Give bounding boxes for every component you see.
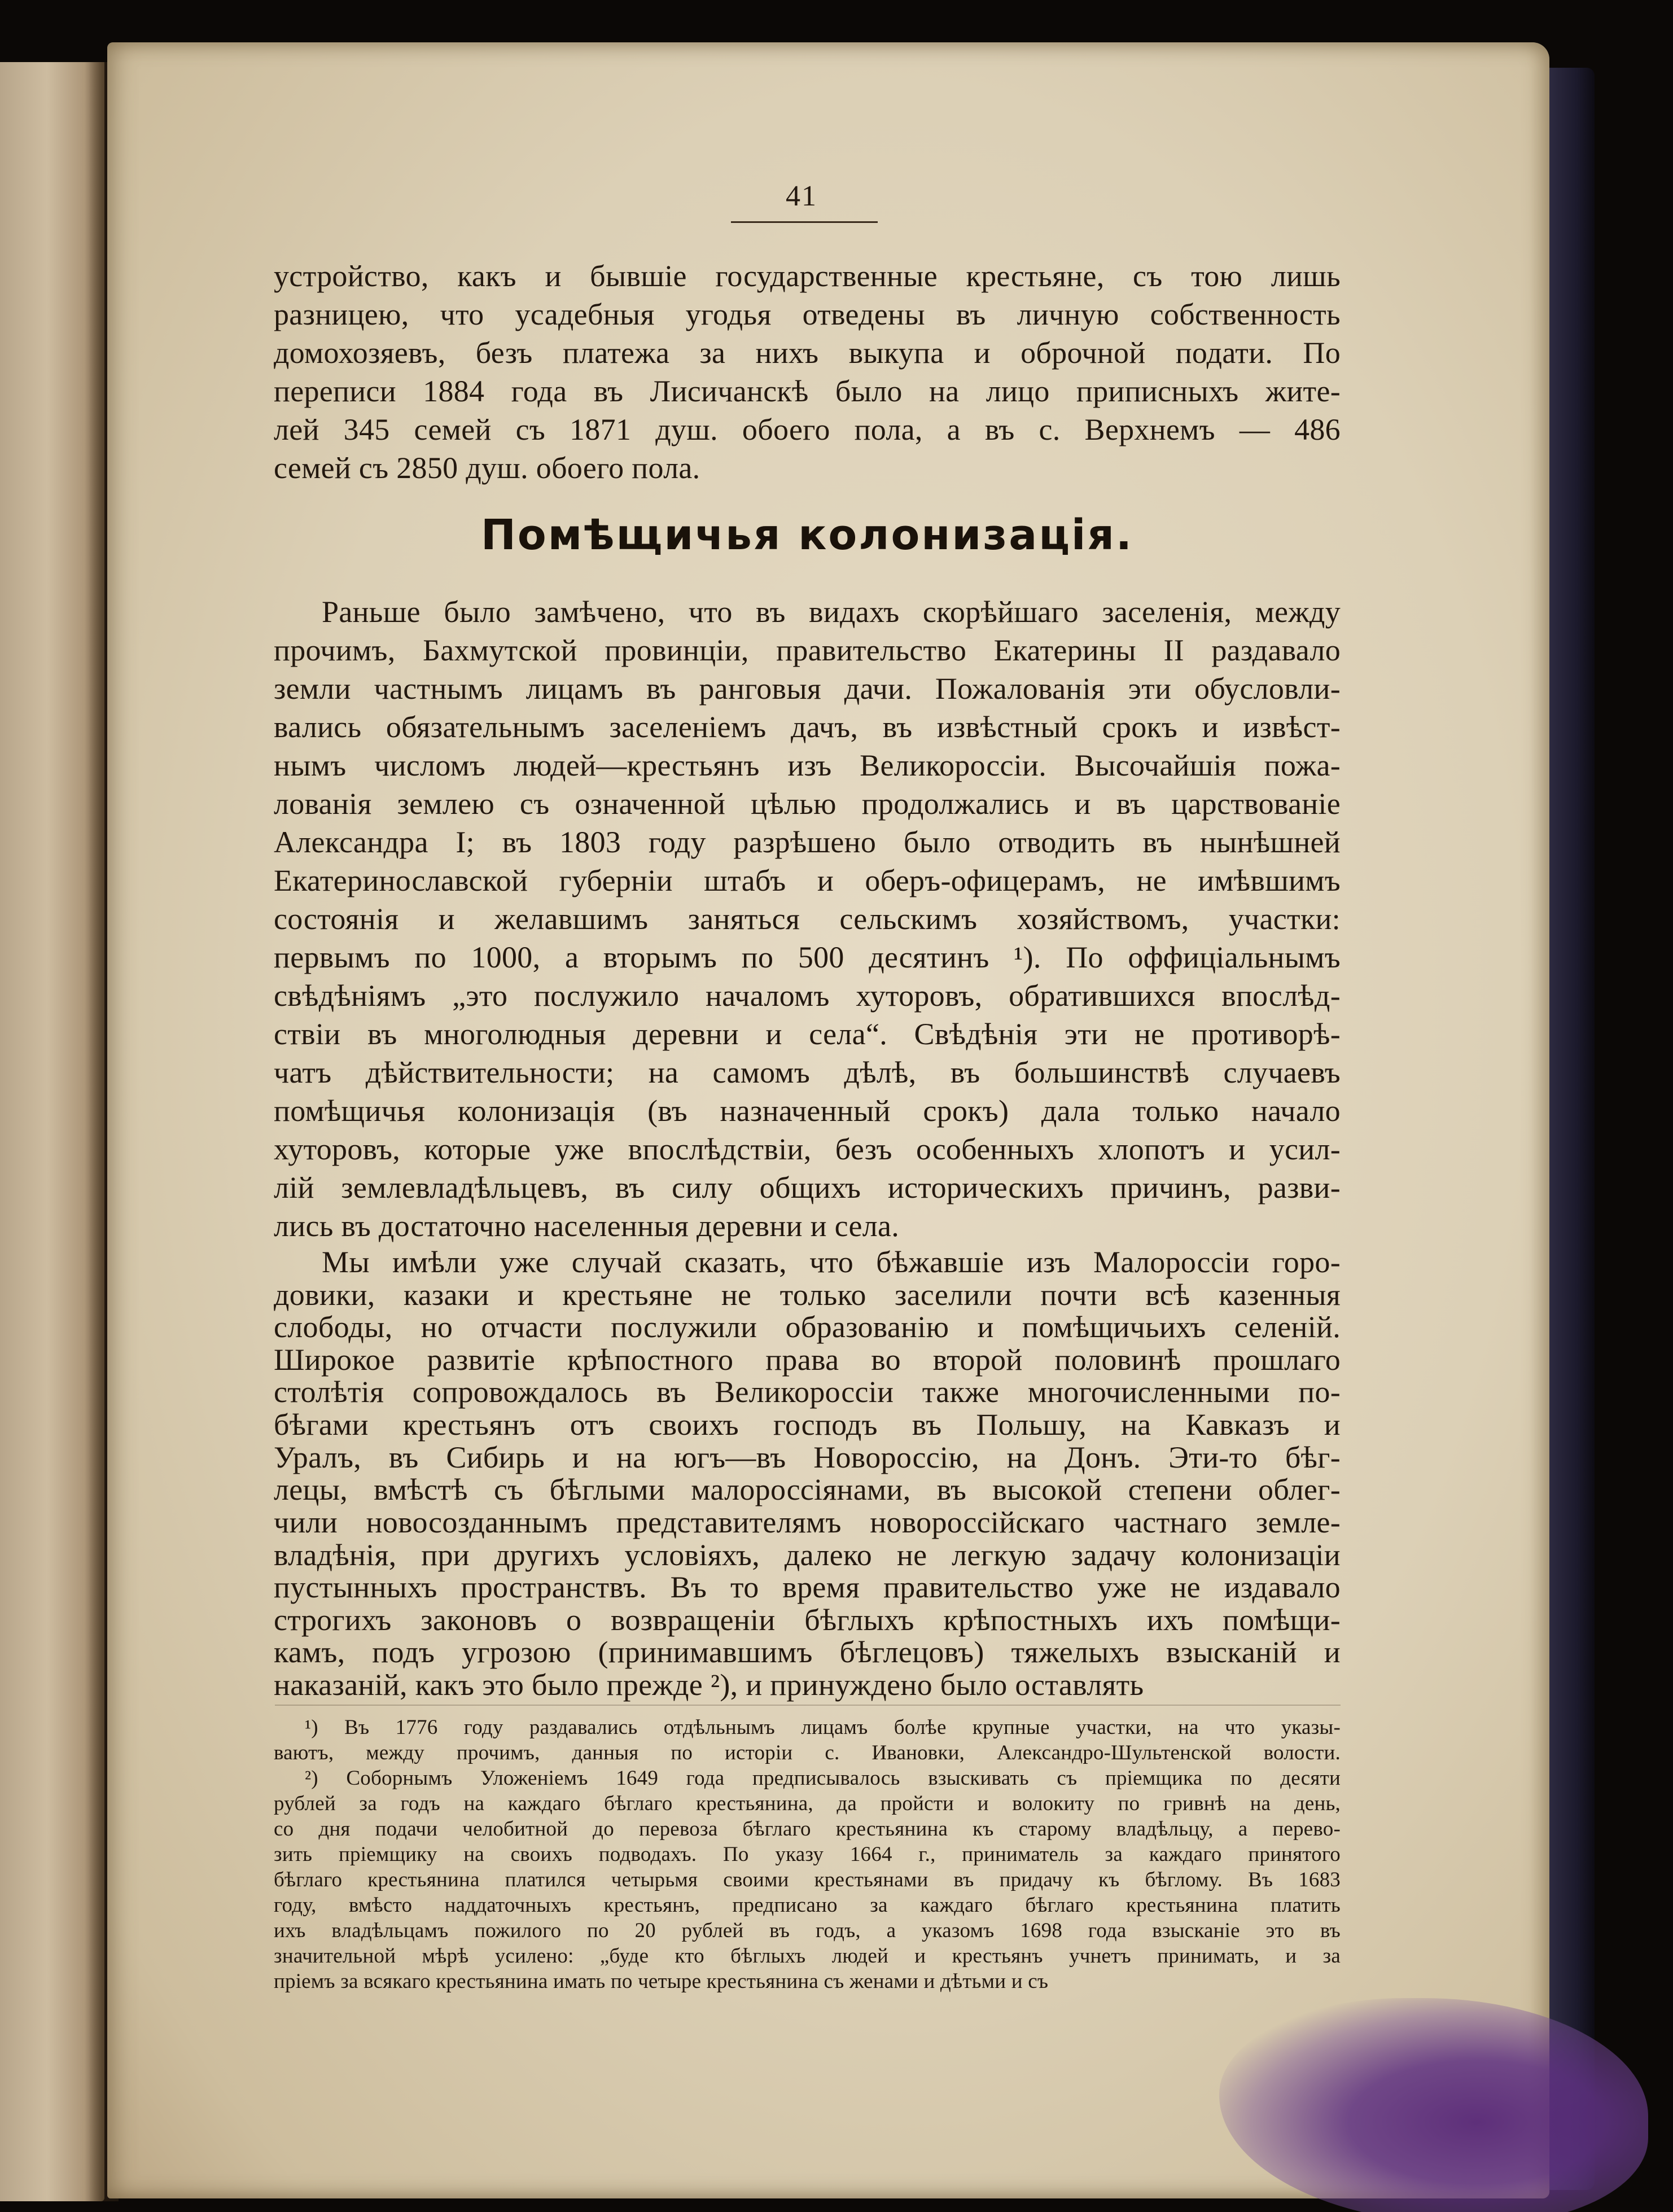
text-line: лецы, вмѣстѣ съ бѣглыми малороссіянами, въ высокой степени облег-	[274, 1473, 1341, 1506]
text-line: Широкое развитіе крѣпостного права во второй половинѣ прошлаго	[274, 1343, 1341, 1377]
text-line: чили новосозданнымъ представителямъ новороссійскаго частнаго земле-	[274, 1505, 1341, 1539]
text-line: наказаній, какъ это было прежде ²), и принуждено было оставлять	[274, 1668, 1144, 1702]
footnote-line: ваютъ, между прочимъ, данныя по исторіи с. Ивановки, Александро-Шультенской волости.	[274, 1741, 1341, 1764]
text-line: семей съ 2850 душ. обоего пола.	[274, 451, 700, 485]
footnote-line: пріемъ за всякаго крестьянина имать по четыре крестьянина съ женами и дѣтьми и съ	[274, 1970, 1049, 1993]
footnote-line: ¹) Въ 1776 году раздавались отдѣльнымъ лицамъ болѣе крупные участки, на что указы-	[305, 1716, 1341, 1739]
text-line: бѣгами крестьянъ отъ своихъ господъ въ Польшу, на Кавказъ и	[274, 1408, 1341, 1442]
footnote-line: зить пріемщику на своихъ подводахъ. По указу 1664 г., приниматель за каждаго принятого	[274, 1843, 1341, 1866]
text-line: владѣнія, при другихъ условіяхъ, далеко не легкую задачу колонизаціи	[274, 1538, 1341, 1572]
text-line: Александра I; въ 1803 году разрѣшено было отводить въ нынѣшней	[274, 825, 1341, 859]
text-line: лей 345 семей съ 1871 душ. обоего пола, а въ с. Верхнемъ — 486	[274, 413, 1341, 446]
text-line: Екатеринославской губерніи штабъ и оберъ-офицерамъ, не имѣвшимъ	[274, 864, 1341, 897]
text-line: устройство, какъ и бывшіе государственные крестьяне, съ тою лишь	[274, 259, 1341, 293]
section-heading: Помѣщичья колонизація.	[480, 511, 1134, 559]
text-line: камъ, подъ угрозою (принимавшимъ бѣглецовъ) тяжелыхъ взысканій и	[274, 1635, 1341, 1669]
page-number-rule	[731, 221, 878, 223]
text-line: свѣдѣніямъ „это послужило началомъ хуторовъ, обратившихся впослѣд-	[274, 979, 1341, 1013]
text-line: столѣтія сопровождалось въ Великороссіи также многочисленными по-	[274, 1375, 1341, 1409]
text-line: нымъ числомъ людей—крестьянъ изъ Великороссіи. Высочайшія пожа-	[274, 748, 1341, 782]
text-line: состоянія и желавшимъ заняться сельскимъ хозяйствомъ, участки:	[274, 902, 1341, 936]
text-line: лованія землею съ означенной цѣлью продолжались и въ царствованіе	[274, 787, 1341, 821]
text-line: разницею, что усадебныя угодья отведены въ личную собственность	[274, 297, 1341, 331]
page-number: 41	[786, 180, 817, 212]
text-line: ствіи въ многолюдныя деревни и села“. Свѣдѣнія эти не противорѣ-	[274, 1017, 1341, 1051]
text-line: земли частнымъ лицамъ въ ранговыя дачи. Пожалованія эти обусловли-	[274, 672, 1341, 706]
text-line: строгихъ законовъ о возвращеніи бѣглыхъ крѣпостныхъ ихъ помѣщи-	[274, 1603, 1341, 1637]
footnote-line: значительной мѣрѣ усилено: „буде кто бѣглыхъ людей и крестьянъ учнетъ принимать, и за	[274, 1944, 1341, 1968]
text-line: вались обязательнымъ заселеніемъ дачъ, въ извѣстный срокъ и извѣст-	[274, 710, 1341, 744]
footnote-line: ихъ владѣльцамъ пожилого по 20 рублей въ годъ, а указомъ 1698 года взысканіе это въ	[274, 1919, 1341, 1942]
text-line: пустынныхъ пространствъ. Въ то время правительство уже не издавало	[274, 1570, 1341, 1604]
text-line: переписи 1884 года въ Лисичанскѣ было на лицо приписныхъ жите-	[274, 374, 1341, 408]
footnote-line: рублей за годъ на каждаго бѣглаго крестьянина, да пройсти и волокиту по гривнѣ на день,	[274, 1792, 1341, 1815]
footnote-line: году, вмѣсто наддаточныхъ крестьянъ, предписано за каждаго бѣглаго крестьянина платить	[274, 1894, 1341, 1917]
text-line: лись въ достаточно населенныя деревни и села.	[274, 1209, 900, 1243]
text-line: первымъ по 1000, а вторымъ по 500 десятинъ ¹). По оффиціальнымъ	[274, 940, 1341, 974]
text-line: помѣщичья колонизація (въ назначенный срокъ) дала только начало	[274, 1094, 1341, 1128]
text-line: прочимъ, Бахмутской провинціи, правительство Екатерины II раздавало	[274, 633, 1341, 667]
text-line: лій землевладѣльцевъ, въ силу общихъ историческихъ причинъ, разви-	[274, 1171, 1341, 1204]
text-line: чатъ дѣйствительности; на самомъ дѣлѣ, въ большинствѣ случаевъ	[274, 1055, 1341, 1089]
text-line: Уралъ, въ Сибирь и на югъ—въ Новороссію, на Донъ. Эти-то бѣг-	[274, 1440, 1341, 1474]
footnote-line: бѣглаго крестьянина платился четырьмя своими крестьянами въ придачу къ бѣглому. Въ 1683	[274, 1868, 1341, 1891]
text-line: слободы, но отчасти послужили образованію и помѣщичьихъ селеній.	[274, 1310, 1341, 1344]
text-line: Мы имѣли уже случай сказать, что бѣжавшіе изъ Малороссіи горо-	[322, 1245, 1341, 1279]
book-binding-edge	[1549, 68, 1595, 2190]
text-line: хуторовъ, которые уже впослѣдствіи, безъ особенныхъ хлопотъ и усил-	[274, 1132, 1341, 1166]
footnote-line: со дня подачи челобитной до перевоза бѣглаго крестьянина къ старому владѣльцу, а перево-	[274, 1817, 1341, 1841]
text-line: домохозяевъ, безъ платежа за нихъ выкупа и оброчной подати. По	[274, 336, 1341, 370]
footnote-line: ²) Соборнымъ Уложеніемъ 1649 года предписывалось взыскивать съ пріемщика по десяти	[305, 1767, 1341, 1790]
footnote-separator	[275, 1705, 1341, 1706]
text-line: Раньше было замѣчено, что въ видахъ скорѣйшаго заселенія, между	[322, 595, 1341, 629]
text-line: довики, казаки и крестьяне не только заселили почти всѣ казенныя	[274, 1278, 1341, 1312]
